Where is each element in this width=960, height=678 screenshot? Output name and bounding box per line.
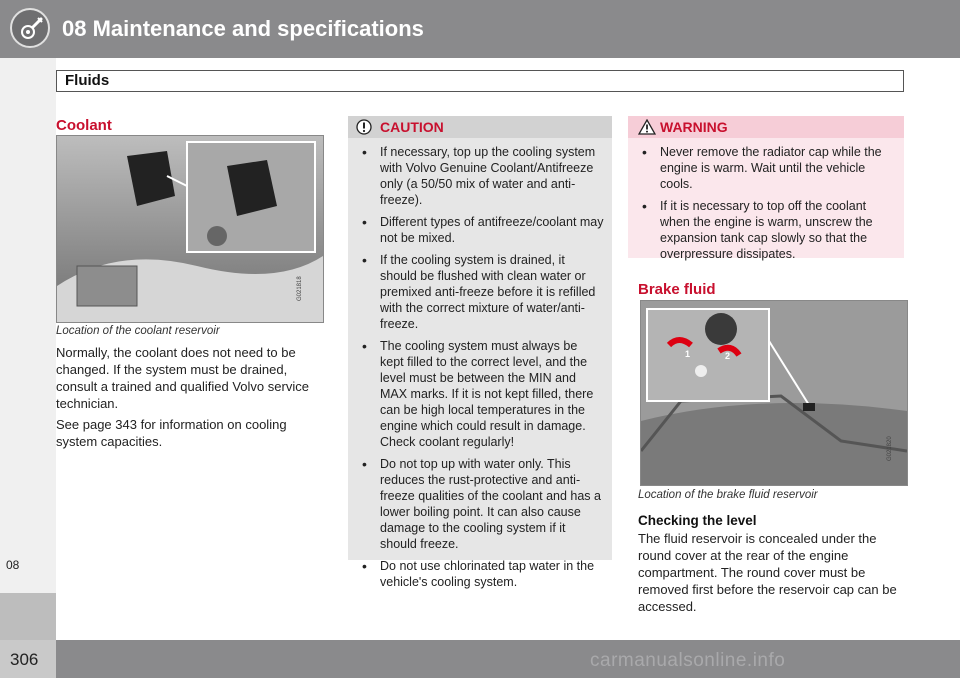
caution-header: [348, 116, 612, 138]
warning-header: [628, 116, 904, 138]
chapter-header: [0, 0, 960, 58]
chapter-title: 08 Maintenance and specifications: [62, 16, 424, 41]
brake-reservoir-photo: [640, 300, 908, 486]
warning-item: • If it is necessary to top off the coolant when the engine is warm, unscrew the expansion tank cap slowly so that the overpressure dissipates.: [638, 198, 896, 262]
caution-box: [348, 116, 612, 589]
checking-level-heading: Checking the level: [638, 513, 757, 528]
caution-item: • If necessary, top up the cooling system with Volvo Genuine Coolant/Antifreeze only (a 50/50 mix of water and anti-freeze).: [358, 144, 604, 208]
caution-list: [358, 144, 604, 596]
coolant-paragraph-2: See page 343 for information on cooling system capacities.: [56, 417, 287, 449]
warning-box: [628, 116, 904, 261]
warning-list: [638, 144, 896, 268]
callout-2: 2: [725, 351, 731, 361]
section-title: Fluids: [65, 72, 110, 89]
caution-item: • If the cooling system is drained, it should be flushed with clean water or premixed anti-freeze before it is refilled with the correct mixture of water/anti-freeze.: [358, 252, 604, 332]
caution-title: CAUTION: [380, 119, 444, 135]
coolant-paragraph-1: Normally, the coolant does not need to be changed. If the system must be drained, consult a trained and qualified Volvo service technician.: [56, 345, 309, 411]
wrench-gear-icon: [10, 8, 50, 48]
brake-paragraph: The fluid reservoir is concealed under the round cover at the rear of the engine compartment. The round cover must be removed first before the reservoir cap can be accessed.: [638, 531, 897, 614]
caution-icon: [356, 119, 372, 135]
caution-item: • The cooling system must always be kept filled to the correct level, and the level must be between the MIN and MAX marks. If it is not kept filled, there can be high local temperatures in the engine which could result in damage. Check coolant regularly!: [358, 338, 604, 450]
caution-item: • Do not use chlorinated tap water in the vehicle's cooling system.: [358, 558, 604, 590]
warning-item: • Never remove the radiator cap while the engine is warm. Wait until the vehicle cools.: [638, 144, 896, 192]
chapter-side-tab: [0, 58, 56, 618]
brake-caption: Location of the brake fluid reservoir: [638, 489, 818, 501]
callout-1: 1: [685, 349, 691, 359]
coolant-reservoir-photo: [56, 135, 324, 323]
coolant-heading: Coolant: [56, 117, 112, 134]
photo-code: G021818: [297, 276, 303, 301]
warning-triangle-icon: [638, 119, 656, 135]
section-bar: [56, 70, 904, 92]
page-number: 306: [10, 650, 39, 669]
caution-item: • Do not top up with water only. This reduces the rust-protective and anti-freeze qualities of the coolant and has a lower boiling point. It can also cause damage to the cooling system if it should freeze.: [358, 456, 604, 552]
chapter-tab-number: 08: [6, 558, 20, 572]
coolant-caption: Location of the coolant reservoir: [56, 325, 220, 337]
warning-title: WARNING: [660, 119, 728, 135]
watermark: carmanualsonline.info: [590, 650, 786, 671]
photo-code: G021820: [887, 436, 893, 461]
brake-fluid-heading: Brake fluid: [638, 281, 716, 298]
footer-bar: [0, 640, 960, 678]
caution-item: • Different types of antifreeze/coolant may not be mixed.: [358, 214, 604, 246]
